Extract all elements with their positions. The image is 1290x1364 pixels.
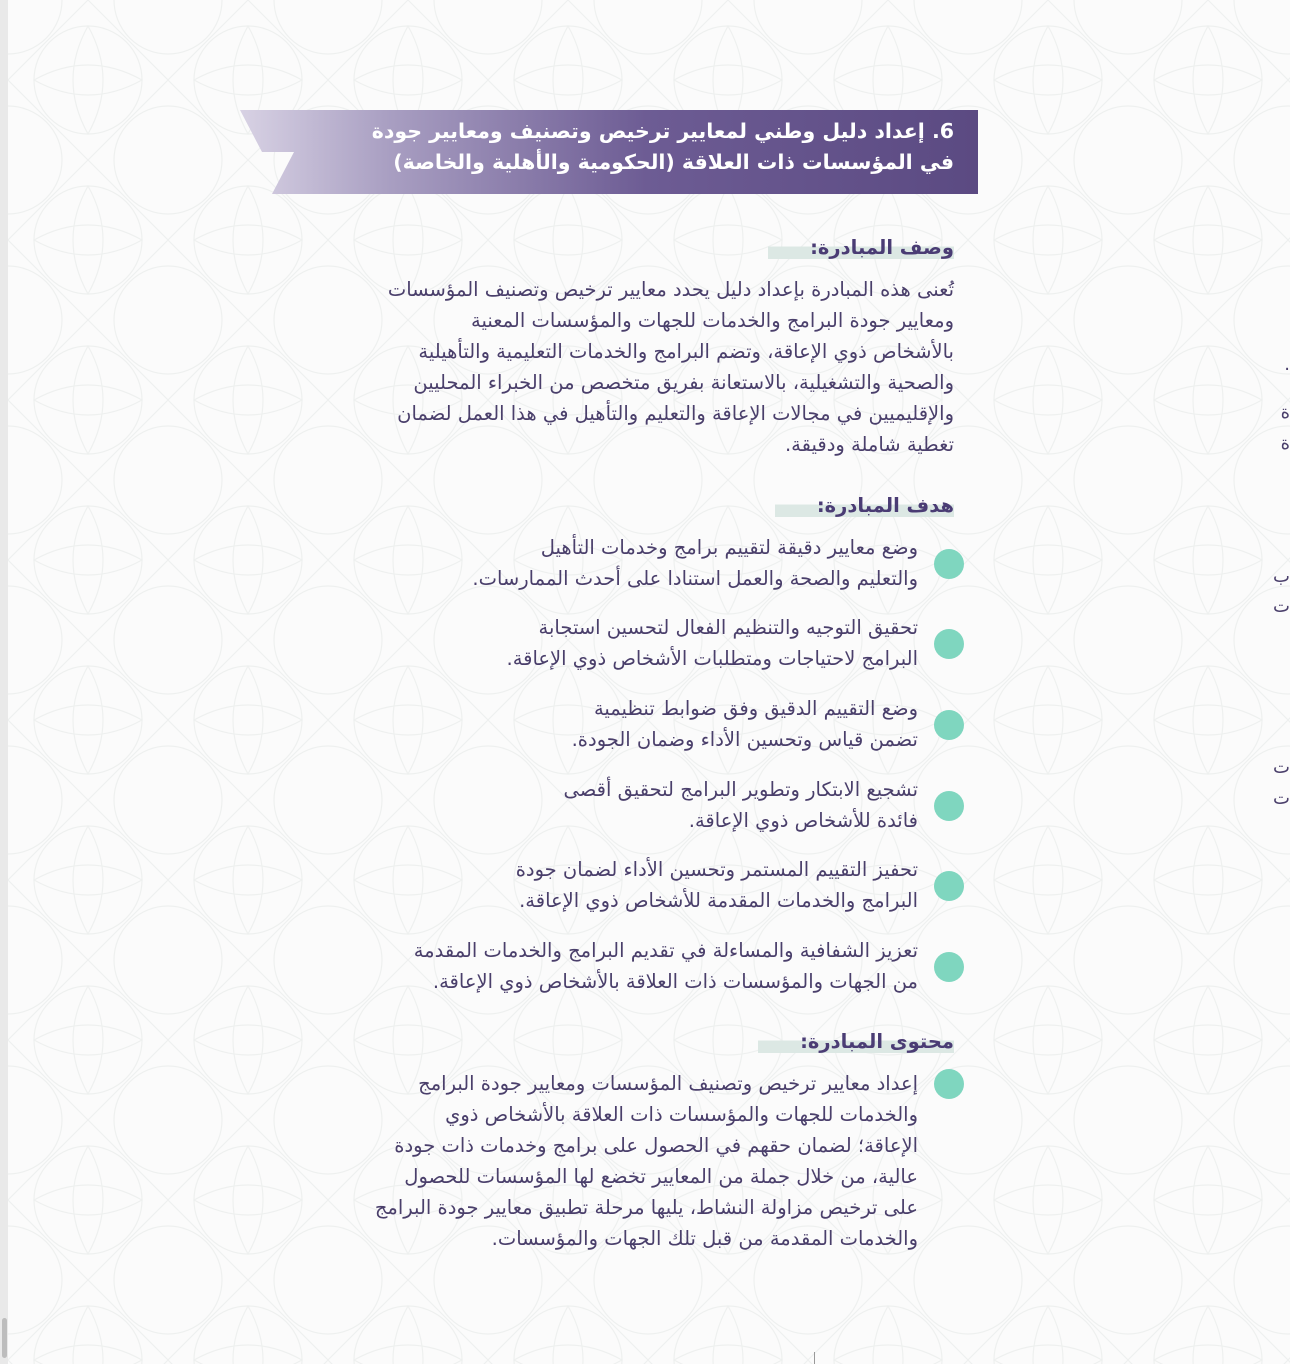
goal-line: تحفيز التقييم المستمر وتحسين الأداء لضمان جودة: [515, 858, 918, 881]
goal-line: البرامج والخدمات المقدمة للأشخاص ذوي الإعاقة.: [519, 889, 918, 912]
bullet-dot-icon: [934, 871, 964, 901]
content-heading: [758, 1030, 954, 1053]
bullet-dot-icon: [934, 1069, 964, 1099]
content-item: [250, 1068, 964, 1254]
description-line: والصحية والتشغيلية، بالاستعانة بفريق متخصص من الخبراء المحليين: [413, 371, 954, 394]
description-line: تغطية شاملة ودقيقة.: [784, 433, 954, 456]
goal-line: وضع التقييم الدقيق وفق ضوابط تنظيمية: [593, 697, 918, 720]
goal-item: [563, 774, 964, 836]
goal-line: وضع معايير دقيقة لتقييم برامج وخدمات التأهيل: [540, 536, 918, 559]
bullet-dot-icon: [934, 952, 964, 982]
content-paragraph: [250, 1068, 918, 1254]
title-line-1: 6. إعداد دليل وطني لمعايير ترخيص وتصنيف ومعايير جودة: [371, 119, 954, 143]
description-line: والإقليميين في مجالات الإعاقة والتعليم والتأهيل في هذا العمل لضمان: [397, 402, 954, 425]
goals-heading-text: هدف المبادرة:: [775, 494, 954, 517]
document-page: [8, 0, 1290, 1364]
initiative-title: [254, 116, 954, 178]
goal-item: [414, 935, 964, 997]
goal-line: تحقيق التوجيه والتنظيم الفعال لتحسين استجابة: [538, 616, 918, 639]
description-heading-text: وصف المبادرة:: [768, 236, 954, 259]
goal-line: والتعليم والصحة والعمل استنادا على أحدث الممارسات.: [472, 567, 918, 590]
page-divider-tick: [814, 1352, 815, 1364]
description-heading: [768, 236, 954, 259]
goal-line: البرامج لاحتياجات ومتطلبات الأشخاص ذوي الإعاقة.: [506, 647, 918, 670]
adjacent-page-fragment: ت: [1273, 596, 1290, 617]
description-paragraph: [194, 274, 954, 460]
goal-item: [516, 854, 964, 916]
bullet-dot-icon: [934, 629, 964, 659]
adjacent-page-fragment: ب: [1273, 566, 1290, 587]
adjacent-page-fragment: .: [1284, 354, 1290, 375]
goal-item: [507, 612, 965, 674]
content-line: على ترخيص مزاولة النشاط، يليها مرحلة تطبيق معايير جودة البرامج: [374, 1196, 918, 1219]
scrollbar-thumb[interactable]: [2, 1318, 7, 1358]
goal-line: من الجهات والمؤسسات ذات العلاقة بالأشخاص ذوي الإعاقة.: [432, 970, 918, 993]
goal-item: [472, 532, 964, 594]
page-left-edge: [0, 0, 8, 1364]
bullet-dot-icon: [934, 791, 964, 821]
content-line: والخدمات المقدمة من قبل تلك الجهات والمؤسسات.: [491, 1227, 918, 1250]
content-line: عالية، من خلال جملة من المعايير تخضع لها المؤسسات للحصول: [404, 1165, 918, 1188]
goal-line: تشجيع الابتكار وتطوير البرامج لتحقيق أقصى: [563, 778, 918, 801]
adjacent-page-fragment: ة: [1280, 402, 1290, 423]
goal-item: [572, 693, 964, 755]
content-line: الإعاقة؛ لضمان حقهم في الحصول على برامج وخدمات ذات جودة: [394, 1134, 918, 1157]
goal-line: تضمن قياس وتحسين الأداء وضمان الجودة.: [571, 728, 918, 751]
bullet-dot-icon: [934, 549, 964, 579]
adjacent-page-fragment: ة: [1280, 433, 1290, 454]
adjacent-page-fragment: ت: [1273, 788, 1290, 809]
adjacent-page-fragment: ت: [1273, 757, 1290, 778]
bullet-dot-icon: [934, 710, 964, 740]
goals-heading: [775, 494, 954, 517]
title-line-2: في المؤسسات ذات العلاقة (الحكومية والأهلية والخاصة): [393, 150, 954, 174]
content-line: إعداد معايير ترخيص وتصنيف المؤسسات ومعايير جودة البرامج: [418, 1072, 918, 1095]
content-line: والخدمات للجهات والمؤسسات ذات العلاقة بالأشخاص ذوي: [445, 1103, 918, 1126]
description-line: ومعايير جودة البرامج والخدمات للجهات والمؤسسات المعنية: [471, 309, 954, 332]
description-line: تُعنى هذه المبادرة بإعداد دليل يحدد معايير ترخيص وتصنيف المؤسسات: [387, 278, 954, 301]
goal-line: فائدة للأشخاص ذوي الإعاقة.: [688, 809, 918, 832]
goal-line: تعزيز الشفافية والمساءلة في تقديم البرامج والخدمات المقدمة: [413, 939, 918, 962]
content-heading-text: محتوى المبادرة:: [758, 1030, 954, 1053]
description-line: بالأشخاص ذوي الإعاقة، وتضم البرامج والخدمات التعليمية والتأهيلية: [418, 340, 954, 363]
